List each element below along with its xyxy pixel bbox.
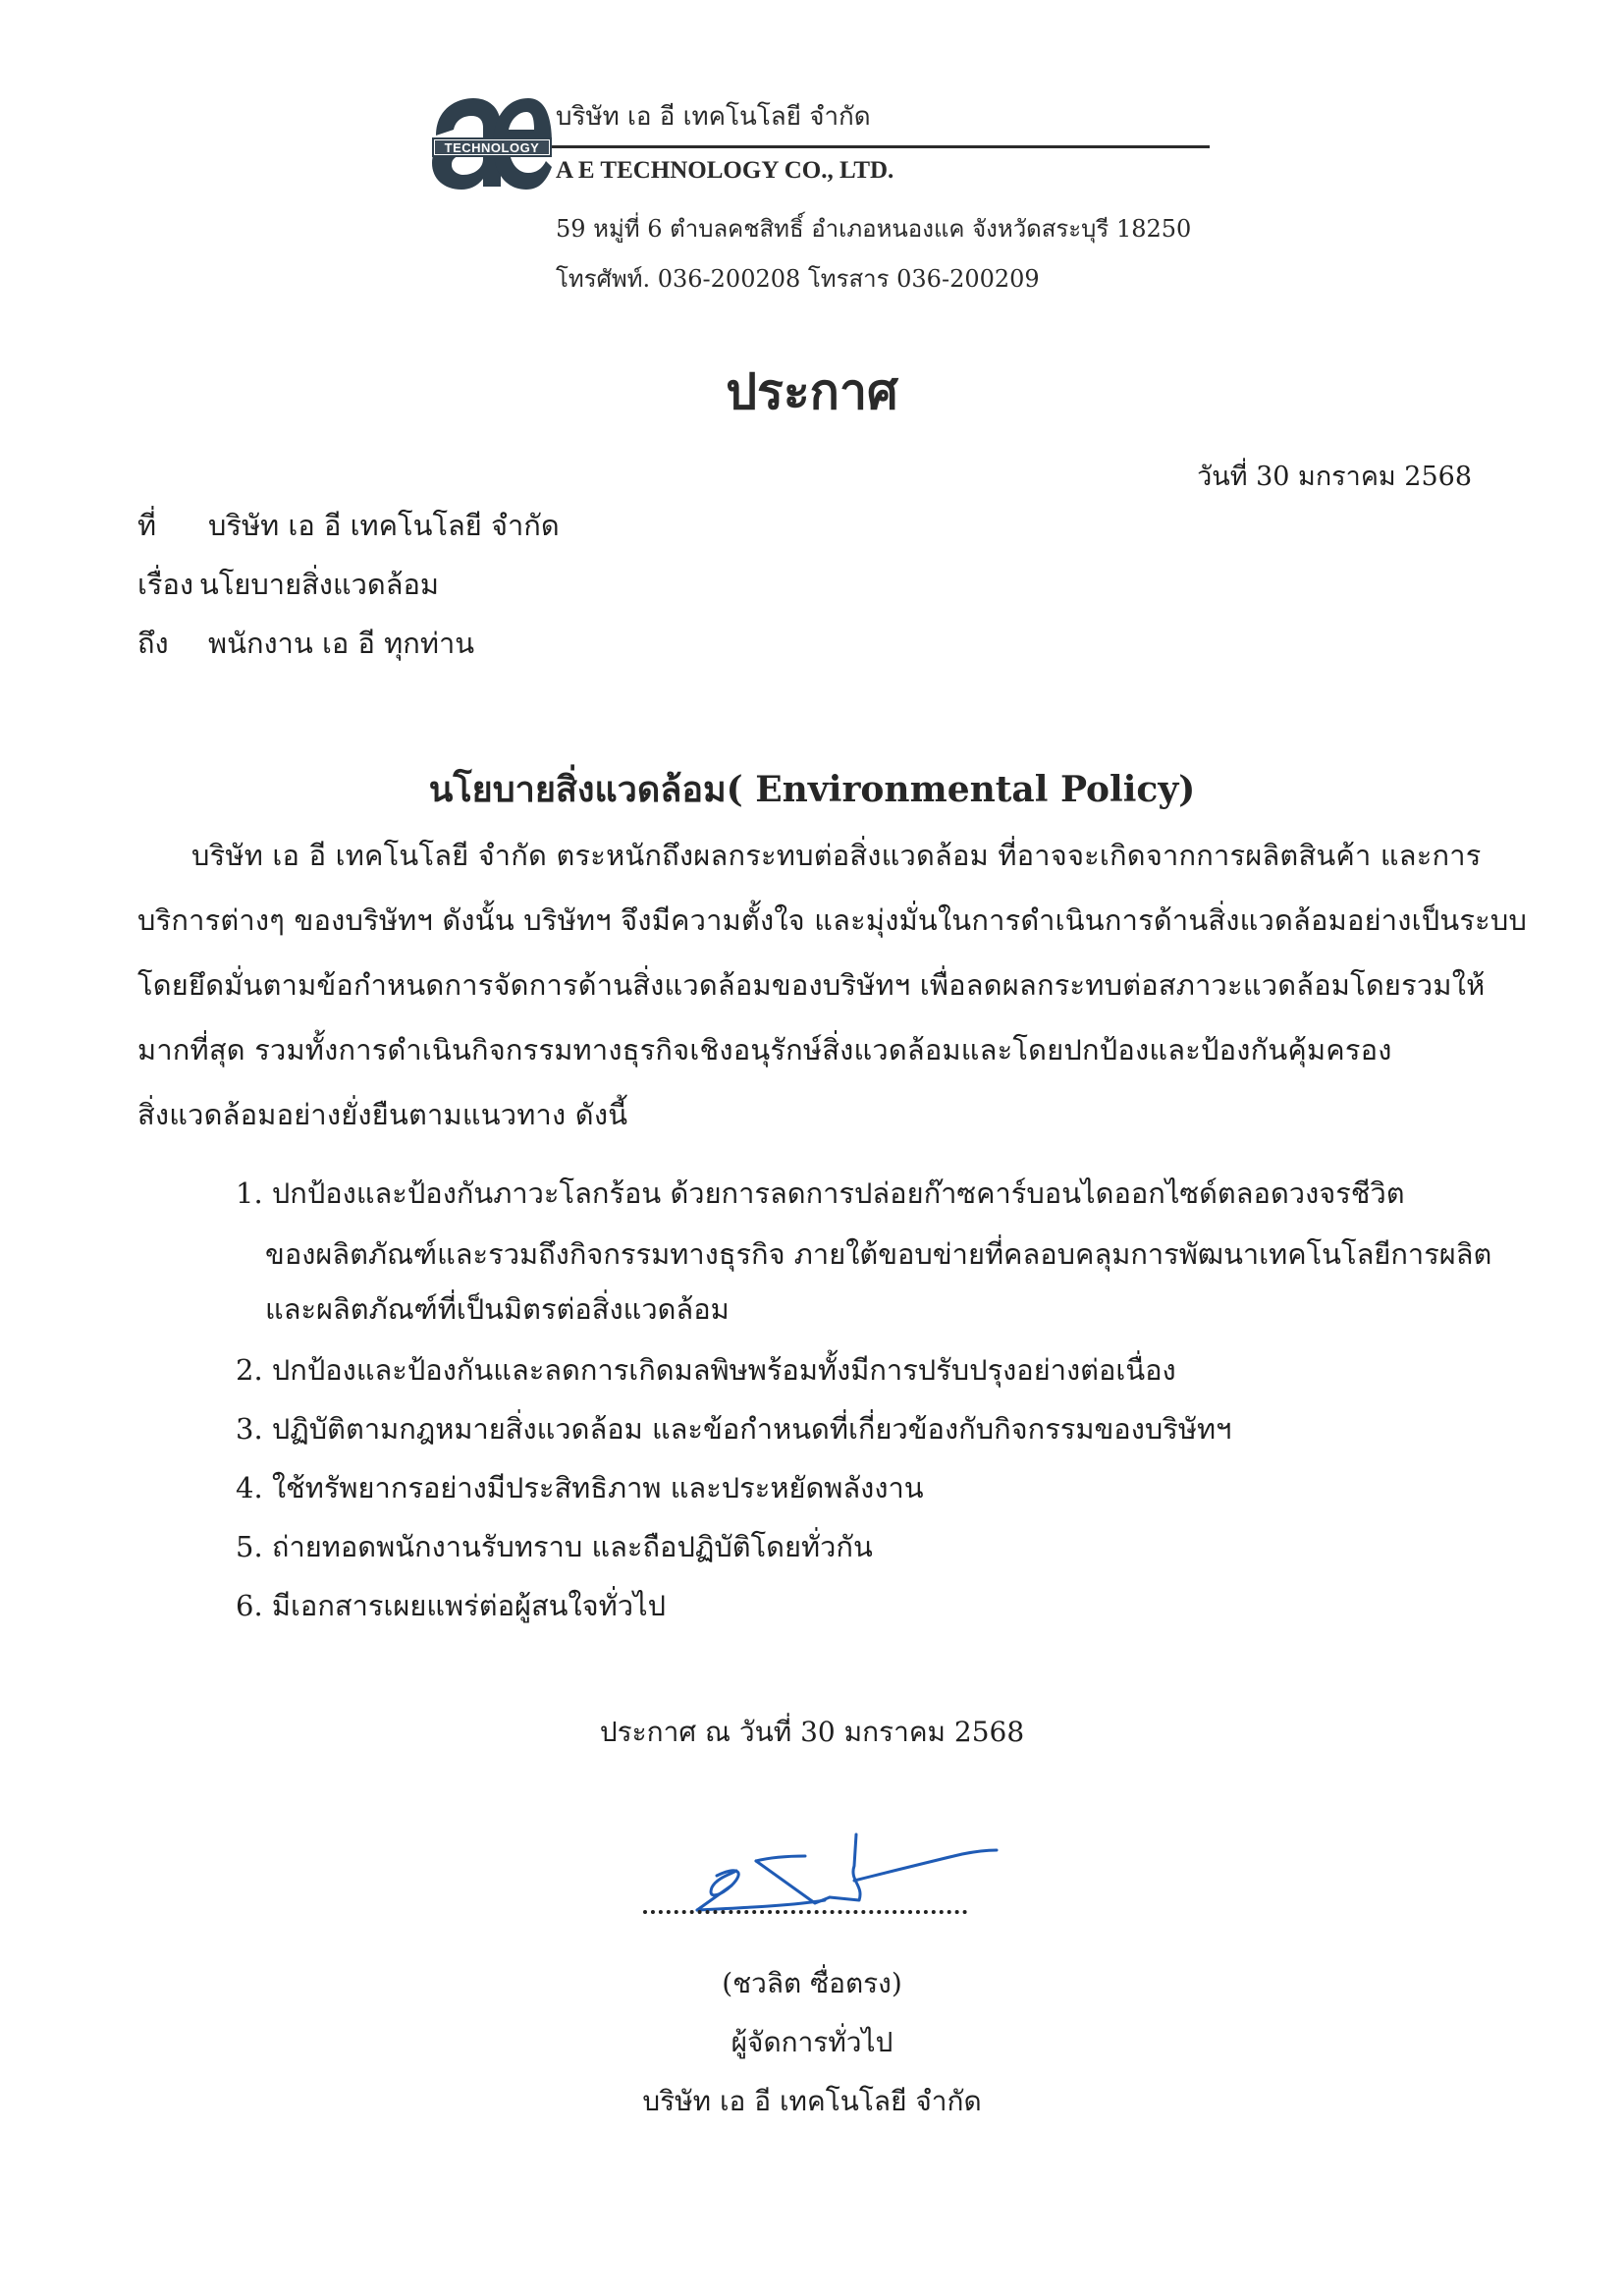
policy-item-1-cont: และผลิตภัณฑ์ที่เป็นมิตรต่อสิ่งแวดล้อม <box>265 1292 730 1326</box>
document-title: ประกาศ <box>726 362 898 420</box>
company-logo-icon <box>430 96 554 191</box>
meta-value-subject: นโยบายสิ่งแวดล้อม <box>199 568 440 601</box>
policy-item-2: 2. ปกป้องและป้องกันและลดการเกิดมลพิษพร้อมทั้งมีการปรับปรุงอย่างต่อเนื่อง <box>236 1353 1176 1387</box>
policy-item-1: 1. ปกป้องและป้องกันภาวะโลกร้อน ด้วยการลดการปล่อยก๊าซคาร์บอนไดออกไซด์ตลอดวงจรชีวิต <box>236 1176 1405 1210</box>
company-name-thai: บริษัท เอ อี เทคโนโลยี จำกัด <box>556 102 871 132</box>
meta-value-ref: บริษัท เอ อี เทคโนโลยี จำกัด <box>208 509 560 542</box>
signatory-company: บริษัท เอ อี เทคโนโลยี จำกัด <box>642 2085 982 2117</box>
header-divider <box>552 145 1210 148</box>
meta-value-to: พนักงาน เอ อี ทุกท่าน <box>208 627 475 660</box>
signature-line <box>643 1910 967 1914</box>
signature-icon <box>638 1827 1011 1944</box>
policy-item-3: 3. ปฏิบัติตามกฎหมายสิ่งแวดล้อม และข้อกำหนดที่เกี่ยวข้องกับกิจกรรมของบริษัทฯ <box>236 1412 1232 1446</box>
company-name-english: A E TECHNOLOGY CO., LTD. <box>556 157 894 184</box>
paragraph-line: โดยยึดมั่นตามข้อกำหนดการจัดการด้านสิ่งแวดล้อมของบริษัทฯ เพื่อลดผลกระทบต่อสภาวะแวดล้อมโดยรวมให้ <box>137 968 1486 1002</box>
company-address: 59 หมู่ที่ 6 ตำบลคชสิทธิ์ อำเภอหนองแค จังหวัดสระบุรี 18250 <box>556 215 1192 243</box>
paragraph-line: มากที่สุด รวมทั้งการดำเนินกิจกรรมทางธุรกิจเชิงอนุรักษ์สิ่งแวดล้อมและโดยปกป้องและป้องกันคุ้มครอง <box>137 1033 1392 1066</box>
company-contact: โทรศัพท์. 036-200208 โทรสาร 036-200209 <box>556 265 1040 293</box>
meta-label-to: ถึง <box>137 627 169 660</box>
signatory-position: ผู้จัดการทั่วไป <box>731 2026 893 2058</box>
policy-item-5: 5. ถ่ายทอดพนักงานรับทราบ และถือปฏิบัติโดยทั่วกัน <box>236 1530 873 1563</box>
announce-date: ประกาศ ณ วันที่ 30 มกราคม 2568 <box>599 1716 1025 1748</box>
policy-item-1-cont: ของผลิตภัณฑ์และรวมถึงกิจกรรมทางธุรกิจ ภายใต้ขอบข่ายที่คลอบคลุมการพัฒนาเทคโนโลยีการผลิต <box>265 1237 1492 1271</box>
paragraph-line: สิ่งแวดล้อมอย่างยั่งยืนตามแนวทาง ดังนี้ <box>137 1098 628 1131</box>
paragraph-line: บริษัท เอ อี เทคโนโลยี จำกัด ตระหนักถึงผลกระทบต่อสิ่งแวดล้อม ที่อาจจะเกิดจากการผลิตสินค้า และการ <box>191 839 1482 872</box>
policy-heading: นโยบายสิ่งแวดล้อม( Environmental Policy) <box>428 769 1196 810</box>
document-date: วันที่ 30 มกราคม 2568 <box>1197 462 1472 492</box>
svg-text:TECHNOLOGY: TECHNOLOGY <box>444 140 540 155</box>
policy-item-4: 4. ใช้ทรัพยากรอย่างมีประสิทธิภาพ และประหยัดพลังงาน <box>236 1471 924 1504</box>
paragraph-line: บริการต่างๆ ของบริษัทฯ ดังนั้น บริษัทฯ จึงมีความตั้งใจ และมุ่งมั่นในการดำเนินการด้านสิ่งแวดล้อมอย่างเป็นระบบ <box>137 903 1528 937</box>
signatory-name: (ชวลิต ซื่อตรง) <box>722 1967 902 1999</box>
meta-label-ref: ที่ <box>137 509 157 542</box>
meta-label-subject: เรื่อง <box>137 568 194 601</box>
policy-item-6: 6. มีเอกสารเผยแพร่ต่อผู้สนใจทั่วไป <box>236 1589 667 1622</box>
